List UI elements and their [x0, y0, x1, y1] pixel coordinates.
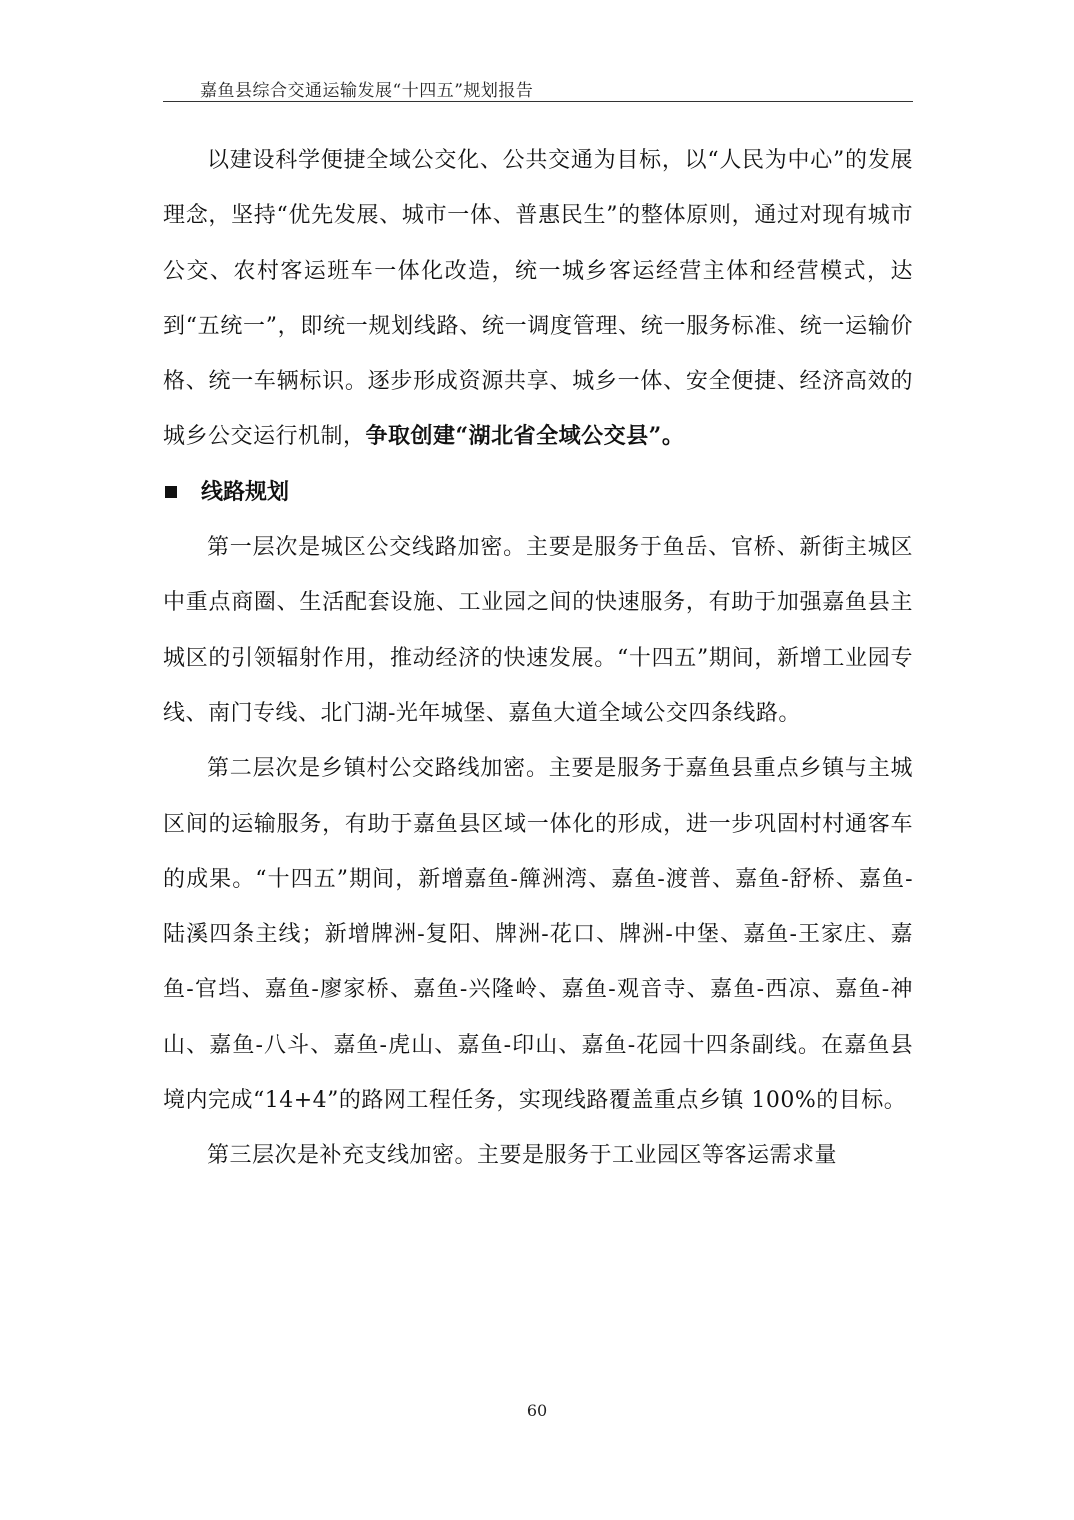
square-bullet-icon — [165, 486, 177, 498]
document-body — [163, 133, 913, 1184]
running-header: 嘉鱼县综合交通运输发展“十四五”规划报告 — [200, 81, 534, 101]
paragraph-tier-three: 第三层次是补充支线加密。主要是服务于工业园区等客运需求量 — [207, 1143, 838, 1169]
intro-paragraph — [163, 133, 913, 465]
section-heading-text: 线路规划 — [201, 478, 290, 505]
section-heading — [163, 465, 913, 520]
intro-emphasis: 争取创建“湖北省全域公交县”。 — [365, 423, 685, 450]
page-number: 60 — [526, 1401, 548, 1420]
paragraph-tier-two: 第二层次是乡镇村公交路线加密。主要是服务于嘉鱼县重点乡镇与主城区间的运输服务，有助于嘉鱼县区域一体化的形成，进一步巩固村村通客车的成果。“十四五”期间，新增嘉鱼-簰洲湾、嘉鱼-渡普、嘉鱼-舒桥、嘉鱼-陆溪四条主线；新增牌洲-复阳、牌洲-花口、牌洲-中堡、嘉鱼-王家庄、嘉鱼-官垱、嘉鱼-廖家桥、嘉鱼-兴隆岭、嘉鱼-观音寺、嘉鱼-西凉、嘉鱼-神山、嘉鱼-八斗、嘉鱼-虎山、嘉鱼-印山、嘉鱼-花园十四条副线。在嘉鱼县境内完成“14+4”的路网工程任务，实现线路覆盖重点乡镇 100%的目标。 — [163, 756, 913, 1114]
header-divider — [163, 101, 913, 102]
paragraph-tier-one: 第一层次是城区公交线路加密。主要是服务于鱼岳、官桥、新街主城区中重点商圈、生活配套设施、工业园之间的快速服务，有助于加强嘉鱼县主城区的引领辐射作用，推动经济的快速发展。“十四五”期间，新增工业园专线、南门专线、北门湖-光年城堡、嘉鱼大道全域公交四条线路。 — [163, 535, 913, 726]
intro-text: 以建设科学便捷全域公交化、公共交通为目标，以“人民为中心”的发展理念，坚持“优先发展、城市一体、普惠民生”的整体原则，通过对现有城市公交、农村客运班车一体化改造，统一城乡客运经营主体和经营模式，达到“五统一”，即统一规划线路、统一调度管理、统一服务标准、统一运输价格、统一车辆标识。逐步形成资源共享、城乡一体、安全便捷、经济高效的城乡公交运行机制， — [163, 148, 913, 450]
